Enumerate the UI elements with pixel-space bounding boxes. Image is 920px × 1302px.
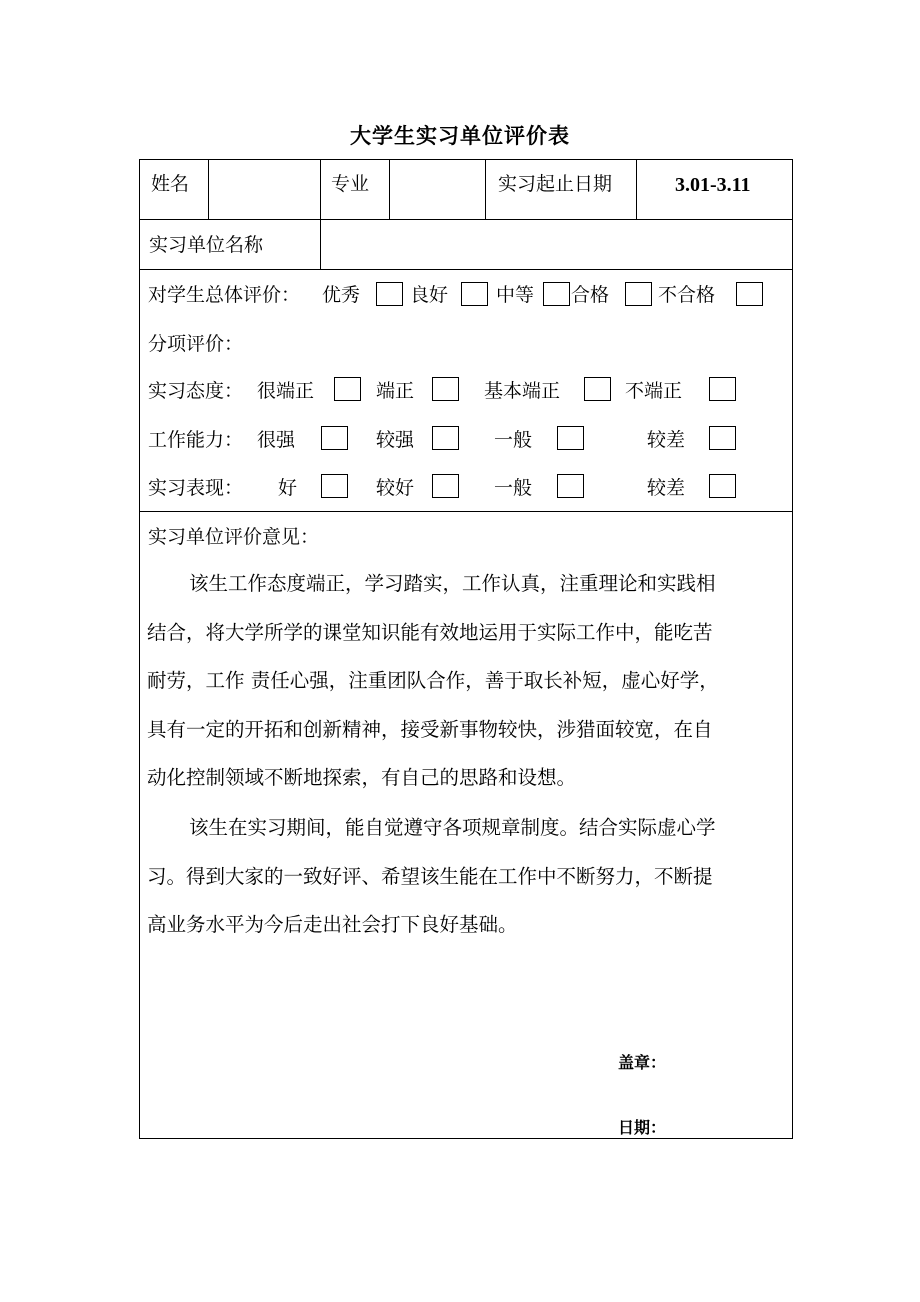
paragraph1-line: 动化控制领域不断地探索，有自己的思路和设想。: [147, 766, 577, 789]
row-divider-1: [139, 219, 793, 220]
attitude-label: 实习态度：: [148, 380, 244, 402]
overall-label: 对学生总体评价：: [148, 284, 301, 306]
ability-checkbox-2[interactable]: [432, 426, 459, 450]
attitude-option-3: 基本端正: [484, 380, 561, 402]
ability-checkbox-3[interactable]: [557, 426, 584, 450]
opinion-paragraph-2: [147, 804, 787, 950]
option-excellent: 优秀: [322, 284, 361, 306]
border-right: [792, 159, 793, 1139]
checkbox-pass[interactable]: [625, 282, 652, 306]
unit-name-label: 实习单位名称: [149, 234, 264, 256]
paragraph1-line: 耐劳，工作 责任心强，注重团队合作，善于取长补短，虚心好学，: [147, 669, 719, 692]
border-left: [139, 159, 140, 1139]
performance-option-2: 较好: [376, 477, 415, 499]
ability-option-3: 一般: [494, 429, 533, 451]
paragraph1-line: 该生工作态度端正，学习踏实，工作认真，注重理论和实践相: [189, 572, 716, 595]
period-value: 3.01-3.11: [675, 174, 751, 196]
performance-option-4: 较差: [647, 477, 686, 499]
ability-checkbox-4[interactable]: [709, 426, 736, 450]
performance-checkbox-4[interactable]: [709, 474, 736, 498]
option-average: 中等: [496, 284, 535, 306]
date-label: 日期：: [618, 1118, 667, 1137]
border-bottom: [139, 1138, 793, 1139]
attitude-checkbox-4[interactable]: [709, 377, 736, 401]
attitude-option-4: 不端正: [625, 380, 683, 402]
ability-label: 工作能力：: [148, 429, 244, 451]
col-divider-unit: [320, 219, 321, 270]
paragraph2-line: 该生在实习期间，能自觉遵守各项规章制度。结合实际虚心学: [189, 816, 716, 839]
paragraph1-line: 具有一定的开拓和创新精神，接受新事物较快，涉猎面较宽，在自: [147, 717, 713, 741]
itemized-label: 分项评价：: [148, 333, 244, 355]
paragraph2-line: 习。得到大家的一致好评、希望该生能在工作中不断努力，不断提: [147, 864, 713, 888]
ability-option-1: 很强: [257, 429, 296, 451]
col-divider-5: [636, 159, 637, 220]
attitude-checkbox-3[interactable]: [584, 377, 611, 401]
attitude-option-1: 很端正: [257, 380, 315, 402]
option-good: 良好: [410, 284, 449, 306]
ability-option-4: 较差: [647, 429, 686, 451]
paragraph1-line: 结合，将大学所学的课堂知识能有效地运用于实际工作中，能吃苦: [147, 620, 713, 644]
performance-checkbox-1[interactable]: [321, 474, 348, 498]
performance-checkbox-3[interactable]: [557, 474, 584, 498]
opinion-paragraph-1: [147, 560, 787, 803]
attitude-checkbox-2[interactable]: [432, 377, 459, 401]
checkbox-excellent[interactable]: [376, 282, 403, 306]
attitude-option-2: 端正: [376, 380, 415, 402]
performance-label: 实习表现：: [148, 477, 244, 499]
col-divider-4: [485, 159, 486, 220]
checkbox-fail[interactable]: [736, 282, 763, 306]
paragraph2-line: 高业务水平为今后走出社会打下良好基础。: [147, 913, 518, 936]
performance-option-3: 一般: [494, 477, 533, 499]
seal-label: 盖章：: [618, 1053, 667, 1072]
checkbox-average[interactable]: [543, 282, 570, 306]
row-divider-2: [139, 269, 793, 270]
opinion-heading: 实习单位评价意见：: [148, 526, 320, 548]
major-label: 专业: [331, 173, 370, 195]
attitude-checkbox-1[interactable]: [334, 377, 361, 401]
name-label: 姓名: [151, 173, 190, 195]
ability-option-2: 较强: [376, 429, 415, 451]
border-top: [139, 159, 793, 160]
ability-checkbox-1[interactable]: [321, 426, 348, 450]
performance-option-1: 好: [278, 477, 298, 499]
option-pass: 合格: [571, 284, 610, 306]
checkbox-good[interactable]: [461, 282, 488, 306]
col-divider-1: [208, 159, 209, 220]
performance-checkbox-2[interactable]: [432, 474, 459, 498]
option-fail: 不合格: [658, 284, 716, 306]
row-divider-3: [139, 511, 793, 512]
col-divider-2: [320, 159, 321, 220]
form-title: 大学生实习单位评价表: [350, 124, 570, 148]
evaluation-form: [139, 159, 793, 1139]
period-label: 实习起止日期: [498, 173, 613, 195]
col-divider-3: [389, 159, 390, 220]
